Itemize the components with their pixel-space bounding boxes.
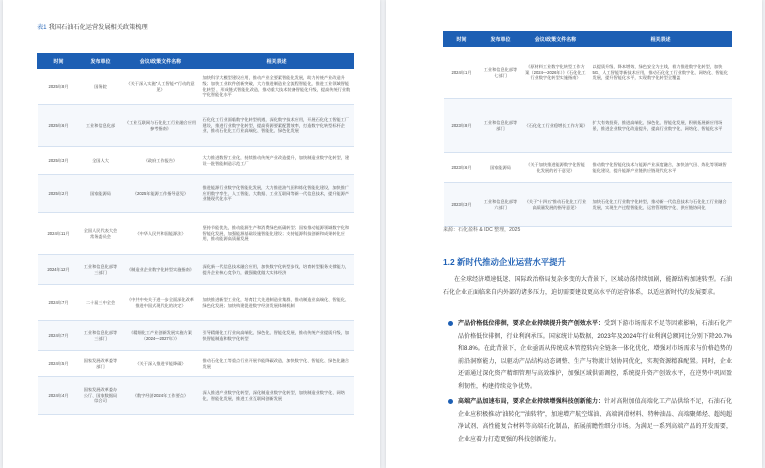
table-row (38, 285, 354, 321)
right-page (386, 0, 762, 468)
table-title-text: 我国石油石化运营发展相关政策梳理 (48, 24, 148, 31)
table-row (38, 377, 354, 415)
cell-time: 2025年3月 (38, 147, 80, 175)
cell-desc: 推动石化化工等重点行业开展节能降碳改造，加快数字化、智能化、绿色化融合发展 (200, 351, 354, 377)
cell-name: 《关于深入推进节能降碳》 (122, 351, 200, 377)
cell-time: 2024年7月 (38, 321, 80, 351)
cell-desc: 加快推进新型工业化，培育壮大先进制造业集群，推动制造业高端化、智能化、绿色化发展；加快构建促进数字经济发展体制机制 (200, 285, 354, 321)
bullet-body: 针对高附加值高端化工产品供给不足，石油石化企业应积极推动"油转化""油转特"，加速增产航空煤油、高端润滑材料、特种油品、高端聚烯烃、超纯超净试剂、高性能复合材料等高端石化制品，拓展前瞻性细分市场。为满足一系列高端产品的开发需要，企业应着力打造更强的科技创新能力。 (458, 399, 732, 443)
cell-unit: 工业和信息化部等七部门 (480, 47, 522, 99)
cell-name: 《石化化工行业稳增长工作方案》 (522, 99, 590, 153)
cell-desc: 加快科学大模型建设应用，推动产业全要素智能化发展，助力传统产业改造升级；加快工业软件创新突破，大力推进制造业全流程智能化，推进工业领域智能化转型 ，形成链式智能化改造，推动重大技术装备智能化升级，提高传统行业数字化智能化水平 (200, 69, 354, 105)
cell-unit: 国家能源局 (480, 153, 522, 183)
cell-time: 2025年8月 (38, 69, 80, 105)
header-time: 时间 (38, 54, 80, 69)
header-name: 会议/政策文件名称 (122, 54, 200, 69)
cell-unit: 国家能源局 (80, 175, 122, 213)
table-row (38, 321, 354, 351)
cell-time: 2023年6月 (444, 153, 480, 183)
source-note: 来源：石化盈科 & IDC 整理，2025 (443, 227, 521, 233)
cell-time: 2024年12月 (38, 255, 80, 285)
intro-paragraph: 在全球经济增速低迷、国际政治格局复杂多变的大背景下，区域动荡持续加剧，能源结构加速转型。石油石化企业正面临来自内外部的诸多压力，迫切需要建设更高水平的运营体系，以适应新时代的发展要求。 (443, 277, 732, 296)
cell-desc: 深入推进产业数字化转型，深化制造业数字化转型，加快制造业数字化、网络化、智能化发展，推进工业互联网创新发展 (200, 377, 354, 415)
header-unit: 发布单位 (80, 54, 122, 69)
cell-desc: 大力推进数智工业化，持续推动传统产业改造提升，加快制造业数字化转型，建设一批智能制造示范工厂 (200, 147, 354, 175)
table-title-number: 表1 (37, 24, 47, 31)
cell-desc: 石化化工行业面临数字化转型机遇，深化数字技术应用，开展石化化工智能工厂建设，推进行业数字化转型，提高资源要素配置效率，打造数字化转型标杆企业，推动石化化工行业高端化、智能化、绿色化发展 (200, 105, 354, 147)
table-row (38, 213, 354, 255)
cell-unit: 国家发展改革委办公厅、国家数据局综合司 (80, 377, 122, 415)
bullet-item (449, 318, 732, 394)
cell-unit: 国家发展改革委等部门 (80, 351, 122, 377)
cell-desc: 推动数字化智能化技术与能源产业深度融合，加快油气田、炼化等领域智能化建设，提升能源产业链供应链现代化水平 (590, 153, 732, 183)
bullet-text (449, 318, 732, 394)
cell-name: 《中华人民共和国能源法》 (122, 213, 200, 255)
cell-time: 2025年6月 (38, 105, 80, 147)
cell-time: 2024年11月 (38, 213, 80, 255)
bullet-dot-icon (448, 321, 453, 326)
cell-time: 2023年8月 (444, 99, 480, 153)
table-row (444, 153, 732, 183)
cell-time: 2023年3月 (444, 183, 480, 227)
policy-table-left (37, 53, 354, 415)
header-unit: 发布单位 (480, 32, 522, 47)
header-name: 会议/政策文件名称 (522, 32, 590, 47)
table-row (38, 147, 354, 175)
cell-desc: 推进能源行业数字化智能化发展，大力推进油气田和炼化智能化建设，加快推广应用数字孪生、人工智能、大数据、工业互联网等新一代信息技术，提升能源产业链现代化水平 (200, 175, 354, 213)
cell-time: 2024年5月 (38, 351, 80, 377)
cell-name: 《制造业企业数字化转型实施指南》 (122, 255, 200, 285)
cell-unit: 工业和信息化部等六部门 (480, 183, 522, 227)
cell-unit: 工业和信息化部等部门 (480, 99, 522, 153)
bullet-text (449, 396, 732, 446)
policy-table-right (443, 31, 732, 227)
cell-unit: 国务院 (80, 69, 122, 105)
cell-time: 2024年1月 (444, 47, 480, 99)
cell-name: 《数字经济2024年工作要点》 (122, 377, 200, 415)
bullet-lead: 高端产品加速布局，要求企业持续增强科技创新能力： (458, 399, 605, 405)
cell-unit: 工业和信息化部 (80, 105, 122, 147)
table-row (444, 99, 732, 153)
cell-unit: 工业和信息化部等三部门 (80, 321, 122, 351)
table-row (444, 47, 732, 99)
header-time: 时间 (444, 32, 480, 47)
header-desc: 相关表述 (200, 54, 354, 69)
cell-name: 《精细化工产业创新发展实施方案（2024—2027年）》 (122, 321, 200, 351)
left-page (3, 0, 380, 468)
cell-name: 《关于加快推进能源数字化智能化发展的若干意见》 (522, 153, 590, 183)
section-heading: 1.2 新时代推动企业运营水平提升 (443, 257, 566, 267)
table-title (37, 22, 148, 31)
table-header-row (38, 54, 354, 69)
cell-unit: 二十届三中全会 (80, 285, 122, 321)
cell-time: 2024年4月 (38, 377, 80, 415)
table-row (38, 255, 354, 285)
cell-name: 《工业互联网与石化化工行业融合应用参考指南》 (122, 105, 200, 147)
cell-unit: 全国人大 (80, 147, 122, 175)
bullet-item (449, 396, 732, 446)
table-row (38, 175, 354, 213)
cell-name: 《中共中央关于进一步全面深化改革 推进中国式现代化的决定》 (122, 285, 200, 321)
cell-name: 《政府工作报告》 (122, 147, 200, 175)
cell-unit: 工业和信息化部等三部门 (80, 255, 122, 285)
bullet-dot-icon (448, 399, 453, 404)
table-row (38, 69, 354, 105)
cell-desc: 扩大有效投资，推进高端化、绿色化、智能化发展，积极拓展新应用场景，推进企业数字化改造提升，提高行业数字化、网络化、智能化水平 (590, 99, 732, 153)
table-row (38, 351, 354, 377)
cell-desc: 加快石化化工行业数字化转型，推动新一代信息技术与石化化工行业融合发展，实现生产过程智能化、运营管理数字化、供应链协同化 (590, 183, 732, 227)
cell-name: 《2025年能源工作指导意见》 (122, 175, 200, 213)
cell-desc: 以提质升级、降本增效、绿色安全为主线，着力推进数字化转型，加快5G、人工智能等新技术应用，推动石化化工行业数字化、网络化、智能化发展，提升智能化水平，实现数字化转型全覆盖 (590, 47, 732, 99)
cell-desc: 引导精细化工行业向高端化、绿色化、智能化发展，推动传统产业提质升级，加快智能制造和数字化转型 (200, 321, 354, 351)
cell-time: 2025年2月 (38, 175, 80, 213)
table-header-row (444, 32, 732, 47)
cell-name: 《关于"十四五"推动石化化工行业高质量发展的指导意见》 (522, 183, 590, 227)
cell-desc: 深化新一代信息技术融合应用，加快数字化转型步伐，培育转型服务支撑能力，提升企业核心竞争力，做强做优做大实体经济 (200, 255, 354, 285)
bullet-lead: 产品价格低位徘徊，要求企业持续提升资产创效水平： (458, 321, 605, 327)
cell-unit: 全国人民代表大会常务委员会 (80, 213, 122, 255)
bullet-body: 受到下游市场需求不足等因素影响，石油石化产品价格低位徘徊，行业利润承压。国家统计局数据，2023年及2024年行业利润总额同比分别下降20.7%和8.8%。在此背景下，企业亟需从传统成本管控转向全链条一体化优化，增强对市场需求与价格趋势的前沿洞察能力，以驱动产品结构动态调整、生产与物流计划协同优化，实现资源精准配置。同时，企业还需通过深化资产精细管理与高效维护，加强区域供需调控，系统提升资产创效水平，在逆势中巩固盈利韧性，构建持续竞争优势。 (458, 321, 732, 390)
table-row (444, 183, 732, 227)
header-desc: 相关表述 (590, 32, 732, 47)
table-row (38, 105, 354, 147)
cell-time: 2024年7月 (38, 285, 80, 321)
cell-desc: 坚持节能优先，推动能源生产和消费绿色低碳转型；国家推动能源领域数字化和智能化发展，加强能源基础设施智能化建设；支持能源科技创新和成果转化应用，推动能源高质量发展 (200, 213, 354, 255)
cell-name: 《原材料工业数字化转型工作方案（2024—2026年）》《石化化工行业数字化转型实施指南》 (522, 47, 590, 99)
cell-name: 《关于深入实施"人工智能+"行动的意见》 (122, 69, 200, 105)
